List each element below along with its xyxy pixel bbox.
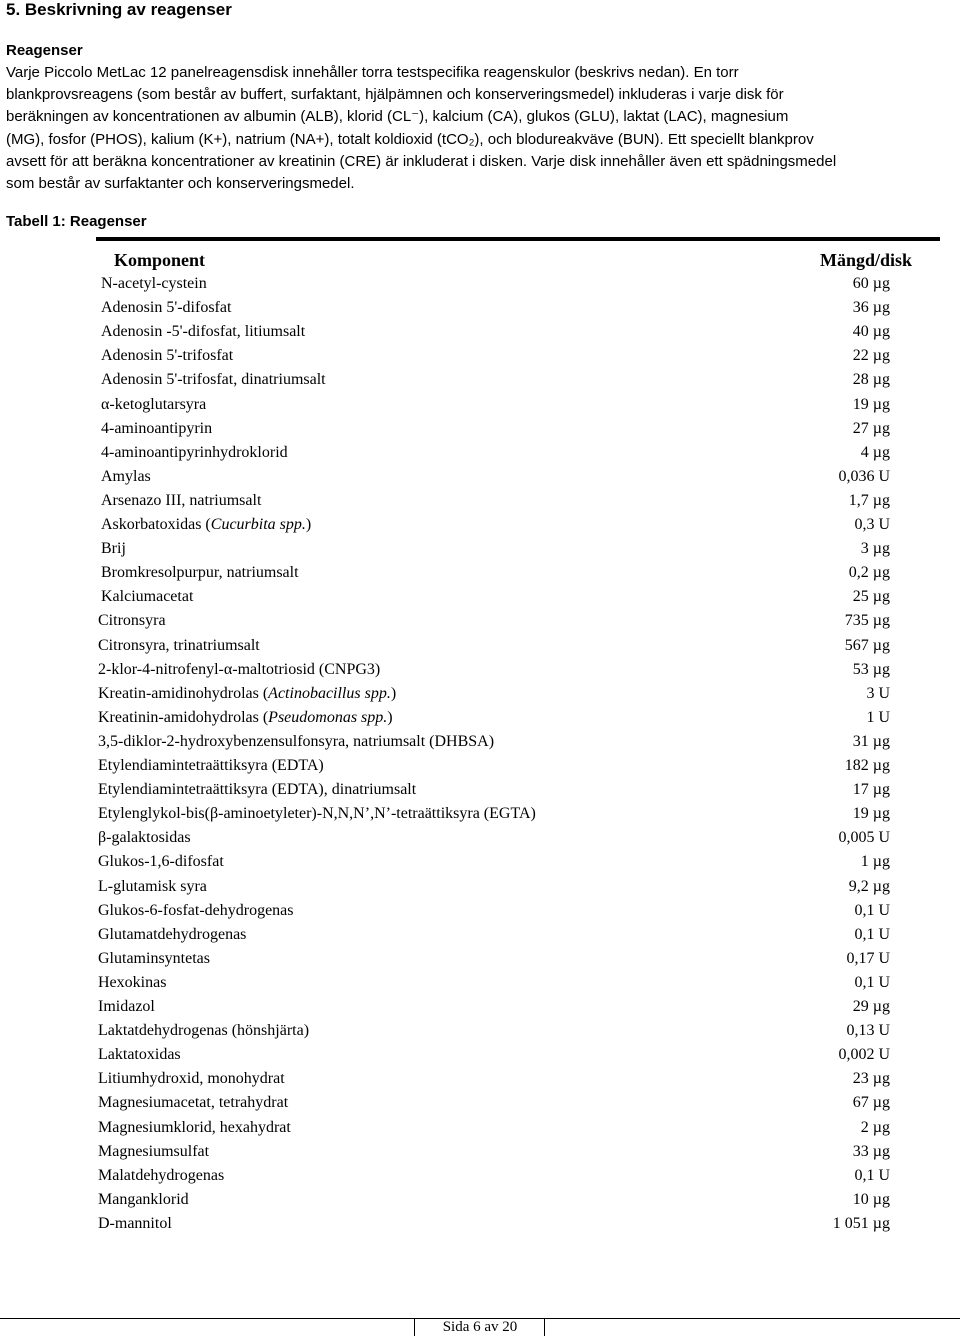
component-name: Brij xyxy=(101,540,126,558)
component-amount: 36 µg xyxy=(852,299,890,317)
table-row xyxy=(0,465,960,489)
table-row xyxy=(0,1067,960,1091)
column-header-component: Komponent xyxy=(114,250,206,270)
component-amount: 10 µg xyxy=(852,1190,890,1208)
component-name: Magnesiumacetat, tetrahydrat xyxy=(98,1094,289,1112)
component-amount: 0,036 U xyxy=(838,467,890,485)
component-name: L-glutamisk syra xyxy=(98,877,207,895)
footer-divider xyxy=(544,1318,545,1336)
component-amount: 29 µg xyxy=(852,998,890,1015)
page-footer xyxy=(0,1318,960,1336)
component-amount: 0,005 U xyxy=(838,829,890,847)
paragraph-line: Varje Piccolo MetLac 12 panelreagensdisk innehåller torra testspecifika reagenskulor (beskrivs nedan). En torr xyxy=(6,64,739,81)
component-name: Hexokinas xyxy=(98,973,167,991)
table-row xyxy=(0,417,960,441)
component-name: Askorbatoxidas (Cucurbita spp.) xyxy=(101,516,312,533)
component-name: β-galaktosidas xyxy=(98,829,191,847)
component-amount: 0,13 U xyxy=(846,1022,890,1040)
component-amount: 0,1 U xyxy=(854,925,890,943)
column-header-amount: Mängd/disk xyxy=(819,250,912,270)
component-name: D-mannitol xyxy=(98,1214,172,1232)
table-row xyxy=(0,561,960,585)
table-row xyxy=(0,609,960,633)
component-name: 4-aminoantipyrin xyxy=(101,419,213,437)
table-row xyxy=(0,1091,960,1115)
section-heading: 5. Beskrivning av reagenser xyxy=(6,0,232,19)
component-amount: 0,3 U xyxy=(854,516,890,533)
table-row xyxy=(0,441,960,465)
component-amount: 22 µg xyxy=(852,347,890,365)
table-row xyxy=(0,1212,960,1236)
table-row xyxy=(0,1019,960,1043)
table-row xyxy=(0,730,960,754)
table-row xyxy=(0,923,960,947)
table-row xyxy=(0,995,960,1019)
component-amount: 33 µg xyxy=(852,1142,890,1160)
reagents-heading: Reagenser xyxy=(6,42,83,59)
component-name: Laktatdehydrogenas (hönshjärta) xyxy=(98,1022,310,1040)
component-amount: 3 µg xyxy=(860,540,890,558)
table-row xyxy=(0,899,960,923)
table-row xyxy=(0,1043,960,1067)
component-name: Malatdehydrogenas xyxy=(98,1166,225,1184)
component-name: Magnesiumklorid, hexahydrat xyxy=(98,1118,291,1136)
table-row xyxy=(0,850,960,874)
component-name: 4-aminoantipyrinhydroklorid xyxy=(101,443,288,461)
page-number: Sida 6 av 20 xyxy=(442,1319,518,1335)
component-name: Adenosin -5'-difosfat, litiumsalt xyxy=(101,323,306,341)
table-row xyxy=(0,947,960,971)
component-amount: 1 µg xyxy=(860,853,890,871)
component-amount: 31 µg xyxy=(852,732,890,750)
component-amount: 67 µg xyxy=(852,1094,890,1112)
component-name: Adenosin 5'-trifosfat xyxy=(101,347,234,365)
component-amount: 23 µg xyxy=(852,1070,890,1088)
component-name: α-ketoglutarsyra xyxy=(101,395,207,413)
component-name: Amylas xyxy=(101,467,151,485)
table-row xyxy=(0,368,960,392)
paragraph-line: blankprovsreagens (som består av buffert, surfaktant, hjälpämnen och konserveringsmedel) inkluderas i varje disk för xyxy=(6,86,784,104)
table-row xyxy=(0,320,960,344)
component-name: 2-klor-4-nitrofenyl-α-maltotriosid (CNPG3) xyxy=(98,660,381,678)
component-amount: 60 µg xyxy=(852,275,890,292)
table-row xyxy=(0,875,960,899)
paragraph-line: beräkningen av koncentrationen av albumin (ALB), klorid (CL⁻), kalcium (CA), glukos (GLU), laktat (LAC), magnesium xyxy=(6,108,789,126)
footer-divider xyxy=(414,1318,415,1336)
table-caption: Tabell 1: Reagenser xyxy=(6,213,147,230)
component-amount: 0,17 U xyxy=(846,949,890,967)
component-name: Citronsyra, trinatriumsalt xyxy=(98,636,260,654)
component-name: Glukos-1,6-difosfat xyxy=(98,853,224,871)
table-row xyxy=(0,489,960,513)
component-name: Etylendiamintetraättiksyra (EDTA), dinatriumsalt xyxy=(98,781,417,799)
paragraph-line: som består av surfaktanter och konserveringsmedel. xyxy=(6,175,355,193)
component-name: Magnesiumsulfat xyxy=(98,1142,210,1160)
table-row xyxy=(0,585,960,609)
table-row xyxy=(0,537,960,561)
component-amount: 182 µg xyxy=(844,757,890,774)
component-amount: 4 µg xyxy=(860,443,890,461)
component-amount: 0,2 µg xyxy=(848,564,890,582)
paragraph-line: (MG), fosfor (PHOS), kalium (K+), natrium (NA+), totalt koldioxid (tCO₂), och blodureakväve (BUN). Ett speciellt blankprov xyxy=(6,130,814,148)
table-row xyxy=(0,393,960,417)
component-amount: 1,7 µg xyxy=(848,491,890,509)
component-name: Kalciumacetat xyxy=(101,588,194,606)
component-name: Etylenglykol-bis(β-aminoetyleter)-N,N,N’,N’-tetraättiksyra (EGTA) xyxy=(98,805,536,823)
component-amount: 3 U xyxy=(866,684,890,702)
component-amount: 0,1 U xyxy=(854,901,890,919)
table-top-rule xyxy=(96,237,940,241)
table-row xyxy=(0,706,960,730)
table-row xyxy=(0,826,960,850)
component-amount: 735 µg xyxy=(844,612,890,630)
table-row xyxy=(0,658,960,682)
table-row xyxy=(0,513,960,537)
component-name: Manganklorid xyxy=(98,1190,189,1208)
table-row xyxy=(0,1164,960,1188)
component-amount: 0,1 U xyxy=(854,1166,890,1184)
table-row xyxy=(0,272,960,296)
component-amount: 19 µg xyxy=(852,805,890,823)
reagents-paragraph xyxy=(6,62,952,195)
table-row xyxy=(0,971,960,995)
component-name: Etylendiamintetraättiksyra (EDTA) xyxy=(98,757,324,774)
component-name: Kreatinin-amidohydrolas (Pseudomonas spp.) xyxy=(98,708,393,726)
component-name: Glukos-6-fosfat-dehydrogenas xyxy=(98,901,294,919)
table-row xyxy=(0,1116,960,1140)
component-amount: 53 µg xyxy=(852,660,890,678)
component-amount: 40 µg xyxy=(852,323,890,341)
component-amount: 28 µg xyxy=(852,371,890,389)
component-name: Citronsyra xyxy=(98,612,166,630)
component-amount: 19 µg xyxy=(852,395,890,413)
paragraph-line: avsett för att beräkna koncentrationer av kreatinin (CRE) är inkluderat i disken. Varje disk innehåller även ett spädningsmedel xyxy=(6,152,837,170)
component-name: Laktatoxidas xyxy=(98,1046,181,1064)
component-name: Arsenazo III, natriumsalt xyxy=(101,491,262,509)
component-amount: 0,002 U xyxy=(838,1046,890,1064)
component-name: Glutamatdehydrogenas xyxy=(98,925,247,943)
component-amount: 1 U xyxy=(866,708,890,726)
component-amount: 2 µg xyxy=(860,1118,890,1136)
table-row xyxy=(0,1140,960,1164)
component-name: 3,5-diklor-2-hydroxybenzensulfonsyra, natriumsalt (DHBSA) xyxy=(98,732,495,750)
component-name: Glutaminsyntetas xyxy=(98,949,210,967)
component-name: Bromkresolpurpur, natriumsalt xyxy=(101,564,299,582)
table-row xyxy=(0,802,960,826)
component-name: Adenosin 5'-difosfat xyxy=(101,299,232,317)
component-name: Litiumhydroxid, monohydrat xyxy=(98,1070,285,1088)
component-amount: 25 µg xyxy=(852,588,890,606)
component-amount: 0,1 U xyxy=(854,973,890,991)
table-row xyxy=(0,754,960,778)
component-name: N-acetyl-cystein xyxy=(101,275,207,292)
table-row xyxy=(0,344,960,368)
component-name: Adenosin 5'-trifosfat, dinatriumsalt xyxy=(101,371,326,389)
table-row xyxy=(0,296,960,320)
component-amount: 1 051 µg xyxy=(832,1214,890,1232)
component-amount: 17 µg xyxy=(852,781,890,799)
component-name: Kreatin-amidinohydrolas (Actinobacillus spp.) xyxy=(98,684,397,702)
component-amount: 27 µg xyxy=(852,419,890,437)
table-row xyxy=(0,1188,960,1212)
table-row xyxy=(0,634,960,658)
table-row xyxy=(0,682,960,706)
component-amount: 567 µg xyxy=(844,636,890,654)
table-row xyxy=(0,778,960,802)
component-amount: 9,2 µg xyxy=(848,877,890,895)
component-name: Imidazol xyxy=(98,998,155,1015)
